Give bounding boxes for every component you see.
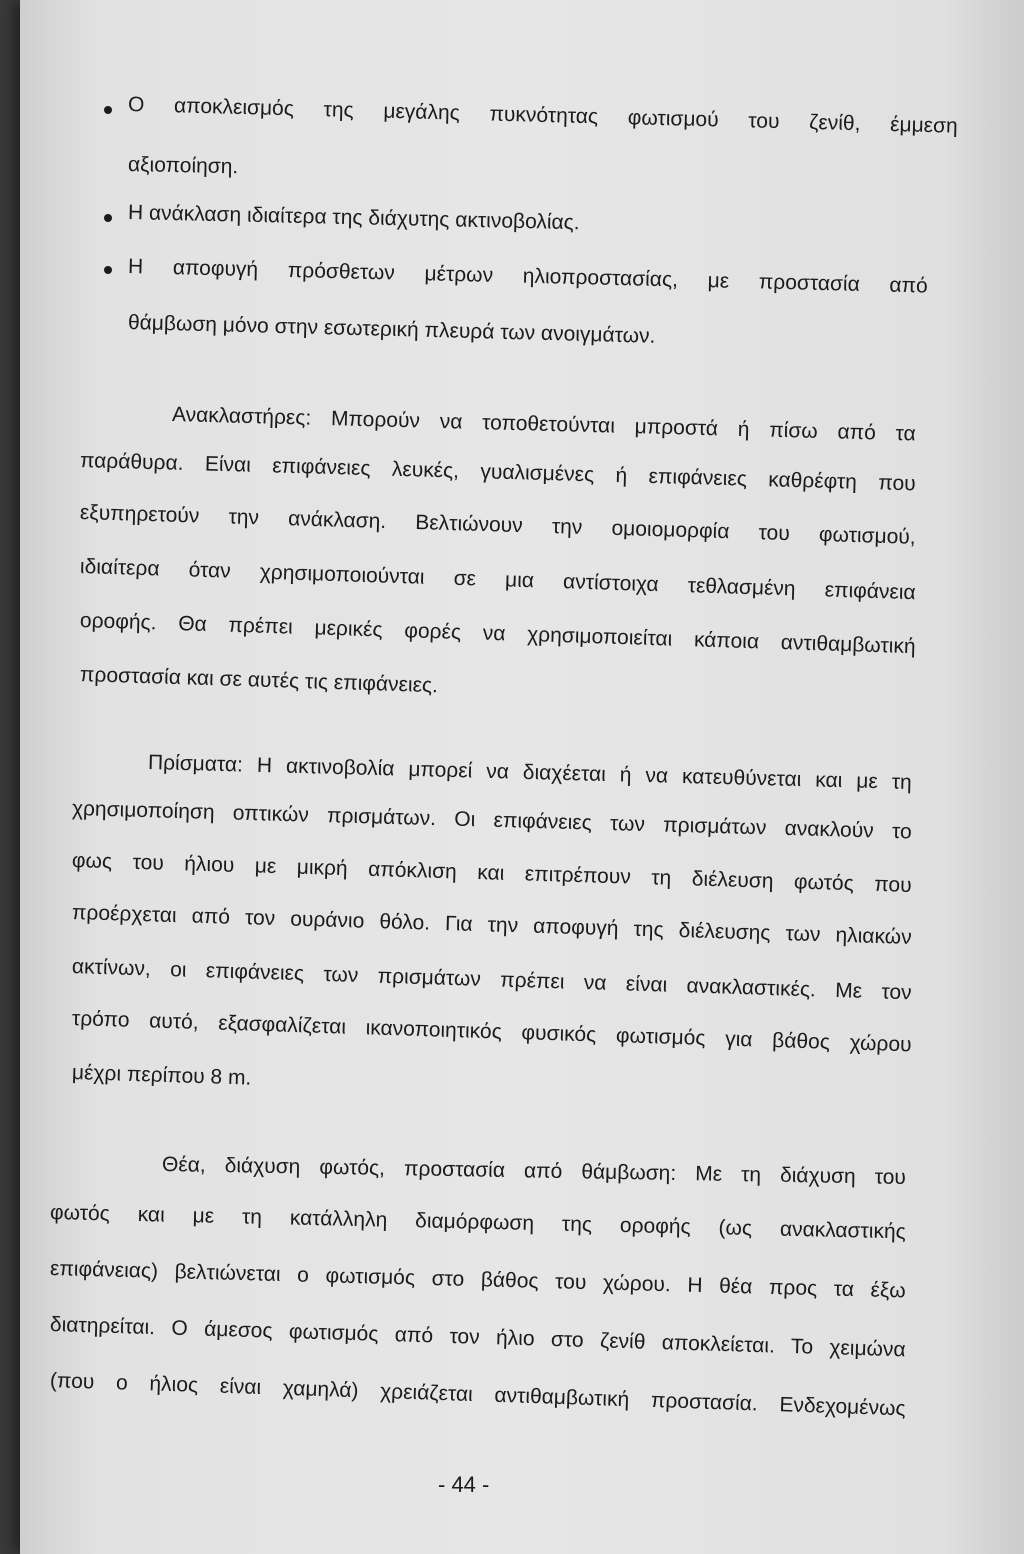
- prisms-line-7: μέχρι περίπου 8 m.: [71, 1061, 252, 1090]
- reflectors-line-6: προστασία και σε αυτές τις επιφάνειες.: [79, 663, 439, 698]
- reflectors-line-2: παράθυρα. Είναι επιφάνειες λευκές, γυαλισμένες ή επιφάνειες καθρέφτη που: [79, 449, 916, 496]
- prisms-line-6: τρόπο αυτό, εξασφαλίζεται ικανοποιητικός φυσικός φωτισμός για βάθος χώρου: [71, 1007, 912, 1057]
- view-line-4: διατηρείται. Ο άμεσος φωτισμός από τον ήλιο στο ζενίθ αποκλείεται. Το χειμώνα: [49, 1313, 906, 1362]
- prisms-line-2: χρησιμοποίηση οπτικών πρισμάτων. Οι επιφάνειες των πρισμάτων ανακλούν το: [71, 797, 912, 844]
- reflectors-line-1: Ανακλαστήρες: Μπορούν να τοποθετούνται μπροστά ή πίσω από τα: [171, 403, 917, 446]
- bullet-marker: [104, 214, 112, 222]
- prisms-line-5: ακτίνων, οι επιφάνειες των πρισμάτων πρέπει να είναι ανακλαστικές. Με τον: [71, 955, 912, 1005]
- bullet-1-line-1: Ο αποκλεισμός της μεγάλης πυκνότητας φωτισμού του ζενίθ, έμμεση: [127, 93, 959, 138]
- reflectors-line-5: οροφής. Θα πρέπει μερικές φορές να χρησιμοποιείται κάποια αντιθαμβωτική: [79, 609, 916, 659]
- prisms-line-1: Πρίσματα: Η ακτινοβολία μπορεί να διαχέεται ή να κατευθύνεται και με τη: [147, 751, 913, 794]
- reflectors-line-4: ιδιαίτερα όταν χρησιμοποιούνται σε μια αντίστοιχα τεθλασμένη επιφάνεια: [79, 555, 916, 605]
- bullet-3-line-1: Η αποφυγή πρόσθετων μέτρων ηλιοπροστασίας, με προστασία από: [127, 255, 929, 298]
- prisms-line-4: προέρχεται από τον ουράνιο θόλο. Για την αποφυγή της διέλευσης των ηλιακών: [71, 901, 912, 949]
- bleed-through-text: [110, 140, 116, 163]
- view-line-5: (που ο ήλιος είναι χαμηλά) χρειάζεται αντιθαμβωτική προστασία. Ενδεχομένως: [49, 1369, 906, 1421]
- bullet-1-line-2: αξιοποίηση.: [127, 153, 239, 179]
- bullet-marker: [104, 266, 112, 274]
- bullet-2-line-1: Η ανάκλαση ιδιαίτερα της διάχυτης ακτινοβολίας.: [127, 201, 580, 235]
- view-line-3: επιφάνειας) βελτιώνεται ο φωτισμός στο βάθος του χώρου. Η θέα προς τα έξω: [49, 1257, 907, 1303]
- reflectors-line-3: εξυπηρετούν την ανάκλαση. Βελτιώνουν την ομοιομορφία του φωτισμού,: [79, 501, 916, 549]
- view-line-1: Θέα, διάχυση φωτός, προστασία από θάμβωση: Με τη διάχυση του: [161, 1153, 907, 1189]
- bullet-3-line-2: θάμβωση μόνο στην εσωτερική πλευρά των ανοιγμάτων.: [127, 311, 656, 348]
- page-number: - 44 -: [438, 1472, 490, 1497]
- prisms-line-3: φως του ήλιου με μικρή απόκλιση και επιτρέπουν τη διέλευση φωτός που: [71, 849, 912, 897]
- document-page: [20, 0, 1024, 1554]
- view-line-2: φωτός και με τη κατάλληλη διαμόρφωση της οροφής (ως ανακλαστικής: [49, 1201, 907, 1244]
- bullet-marker: [104, 106, 112, 114]
